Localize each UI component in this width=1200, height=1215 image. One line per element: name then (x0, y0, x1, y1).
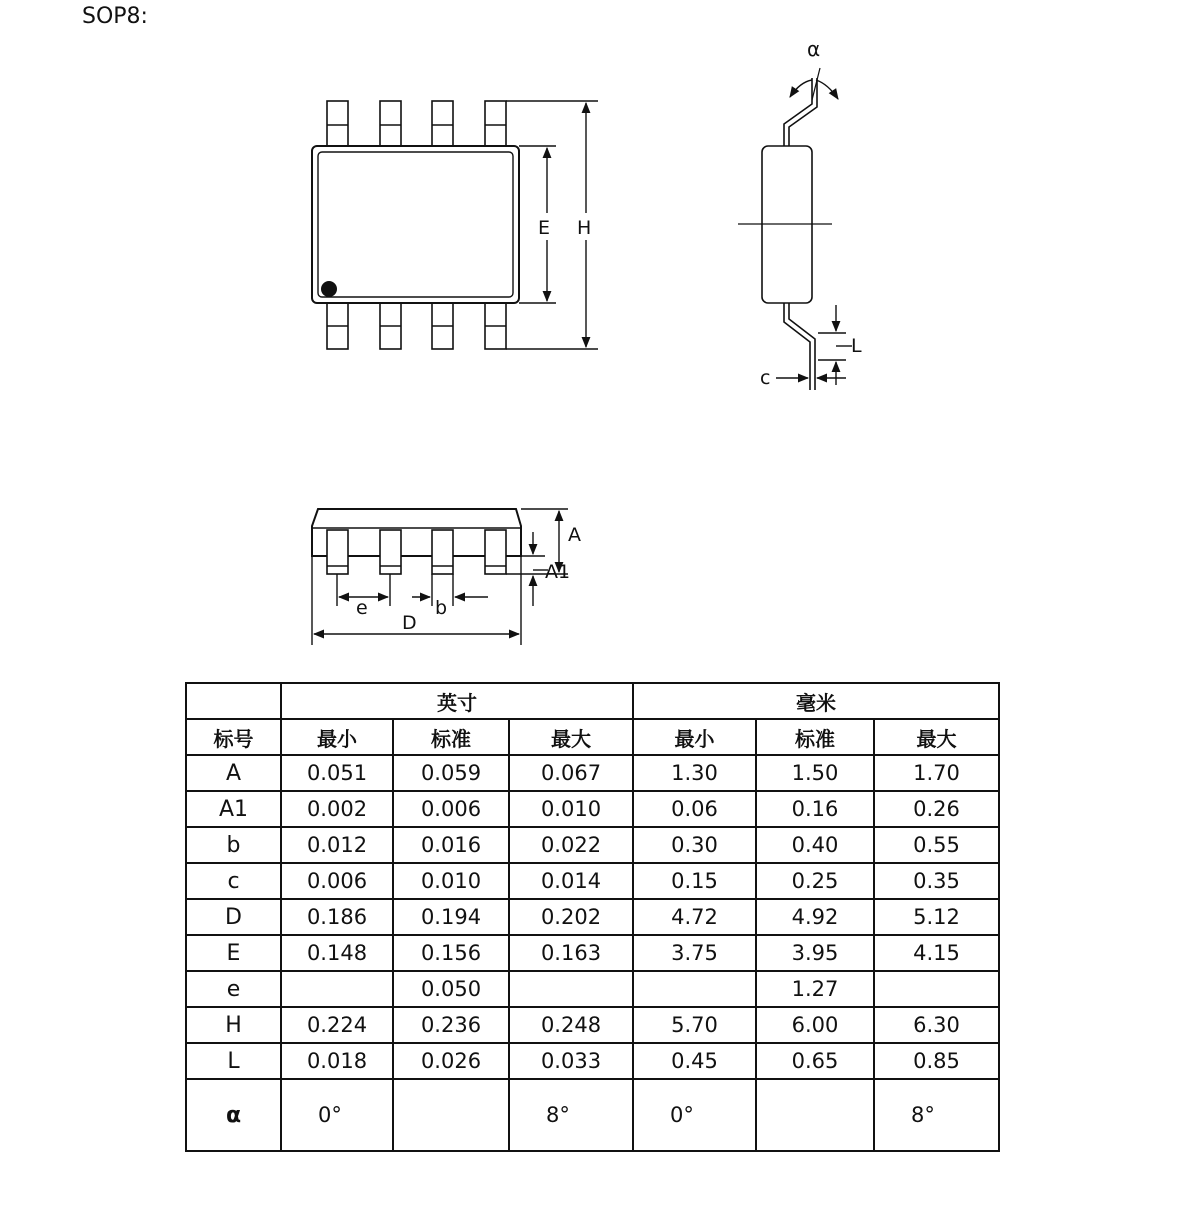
cell-value: 0.051 (281, 755, 393, 791)
table-row (186, 1007, 999, 1043)
cell-value: 0.06 (633, 791, 756, 827)
header-mm-nom: 标准 (756, 719, 874, 755)
cell-value: 0.236 (393, 1007, 509, 1043)
table-row (186, 827, 999, 863)
table-row (186, 755, 999, 791)
header-blank-cell (186, 683, 281, 719)
cell-value: 4.72 (633, 899, 756, 935)
header-inch: 英寸 (281, 683, 633, 719)
header-inch-max: 最大 (509, 719, 633, 755)
pin-bottom-1 (327, 300, 348, 349)
cell-symbol: e (186, 971, 281, 1007)
header-mm: 毫米 (633, 683, 999, 719)
cell-value: 0.006 (281, 863, 393, 899)
cell-value: 0.202 (509, 899, 633, 935)
dimension-L (818, 305, 852, 385)
column-header-row (186, 719, 999, 755)
cell-value: 1.27 (756, 971, 874, 1007)
cell-value: 0.85 (874, 1043, 999, 1079)
cell-symbol: A1 (186, 791, 281, 827)
table-row (186, 863, 999, 899)
cell-value: 0.16 (756, 791, 874, 827)
label-A: A (568, 524, 581, 546)
cell-value: 0.014 (509, 863, 633, 899)
cell-value: 0.26 (874, 791, 999, 827)
dimension-table (185, 682, 1000, 1152)
table-row (186, 1079, 999, 1151)
cell-value: 0° (281, 1079, 393, 1151)
cell-symbol: b (186, 827, 281, 863)
package-body-inner (318, 152, 513, 297)
table-row (186, 1043, 999, 1079)
cell-symbol: c (186, 863, 281, 899)
cell-value (756, 1079, 874, 1151)
front-pin-4 (485, 530, 506, 574)
table-row (186, 935, 999, 971)
label-c: c (760, 367, 771, 389)
label-H: H (577, 217, 592, 239)
cell-value: 8° (874, 1079, 999, 1151)
cell-symbol: H (186, 1007, 281, 1043)
page-title: SOP8: (82, 4, 148, 29)
cell-value: 0.016 (393, 827, 509, 863)
label-L: L (851, 335, 862, 357)
label-e: e (356, 597, 368, 619)
cell-value (393, 1079, 509, 1151)
cell-value: 5.12 (874, 899, 999, 935)
header-symbol: 标号 (186, 719, 281, 755)
cell-symbol: A (186, 755, 281, 791)
cell-value: 1.50 (756, 755, 874, 791)
cell-value: 1.70 (874, 755, 999, 791)
dimension-A1 (521, 532, 548, 606)
cell-symbol: E (186, 935, 281, 971)
header-inch-nom: 标准 (393, 719, 509, 755)
end-view (738, 68, 838, 390)
header-mm-max: 最大 (874, 719, 999, 755)
cell-value: 0° (633, 1079, 756, 1151)
cell-value: 1.30 (633, 755, 756, 791)
label-b: b (435, 597, 448, 619)
cell-value: 0.35 (874, 863, 999, 899)
cell-value: 0.40 (756, 827, 874, 863)
cell-symbol: D (186, 899, 281, 935)
header-inch-min: 最小 (281, 719, 393, 755)
cell-value: 0.018 (281, 1043, 393, 1079)
cell-symbol: α (186, 1079, 281, 1151)
cell-value: 0.163 (509, 935, 633, 971)
cell-value: 0.186 (281, 899, 393, 935)
cell-value: 0.148 (281, 935, 393, 971)
cell-value: 0.25 (756, 863, 874, 899)
cell-value (874, 971, 999, 1007)
cell-value: 0.033 (509, 1043, 633, 1079)
cell-value: 4.92 (756, 899, 874, 935)
cell-value: 0.059 (393, 755, 509, 791)
label-A1: A1 (545, 561, 571, 583)
cell-value: 0.30 (633, 827, 756, 863)
cell-value: 0.45 (633, 1043, 756, 1079)
cell-value: 0.010 (393, 863, 509, 899)
cell-symbol: L (186, 1043, 281, 1079)
cell-value: 8° (509, 1079, 633, 1151)
front-view (312, 509, 521, 574)
cell-value: 0.15 (633, 863, 756, 899)
group-header-row (186, 683, 999, 719)
cell-value: 3.75 (633, 935, 756, 971)
label-alpha: α (807, 37, 821, 61)
pin1-marker-dot (321, 281, 337, 297)
cell-value (281, 971, 393, 1007)
cell-value: 0.012 (281, 827, 393, 863)
cell-value (633, 971, 756, 1007)
cell-value: 0.022 (509, 827, 633, 863)
cell-value: 0.006 (393, 791, 509, 827)
cell-value: 0.55 (874, 827, 999, 863)
cell-value: 6.00 (756, 1007, 874, 1043)
cell-value: 0.067 (509, 755, 633, 791)
cell-value: 0.156 (393, 935, 509, 971)
table-row (186, 791, 999, 827)
cell-value: 0.002 (281, 791, 393, 827)
top-view (312, 101, 519, 349)
front-pin-3 (432, 530, 453, 574)
label-E: E (538, 217, 551, 239)
header-mm-min: 最小 (633, 719, 756, 755)
front-pin-1 (327, 530, 348, 574)
cell-value (509, 971, 633, 1007)
cell-value: 0.010 (509, 791, 633, 827)
pin-bottom-4 (485, 300, 506, 349)
cell-value: 6.30 (874, 1007, 999, 1043)
cell-value: 0.026 (393, 1043, 509, 1079)
table-row (186, 971, 999, 1007)
cell-value: 0.194 (393, 899, 509, 935)
cell-value: 0.224 (281, 1007, 393, 1043)
pin-bottom-2 (380, 300, 401, 349)
cell-value: 0.050 (393, 971, 509, 1007)
cell-value: 4.15 (874, 935, 999, 971)
cell-value: 5.70 (633, 1007, 756, 1043)
cell-value: 0.248 (509, 1007, 633, 1043)
pin-bottom-3 (432, 300, 453, 349)
table-row (186, 899, 999, 935)
front-pin-2 (380, 530, 401, 574)
label-D: D (402, 612, 417, 634)
cell-value: 0.65 (756, 1043, 874, 1079)
cell-value: 3.95 (756, 935, 874, 971)
